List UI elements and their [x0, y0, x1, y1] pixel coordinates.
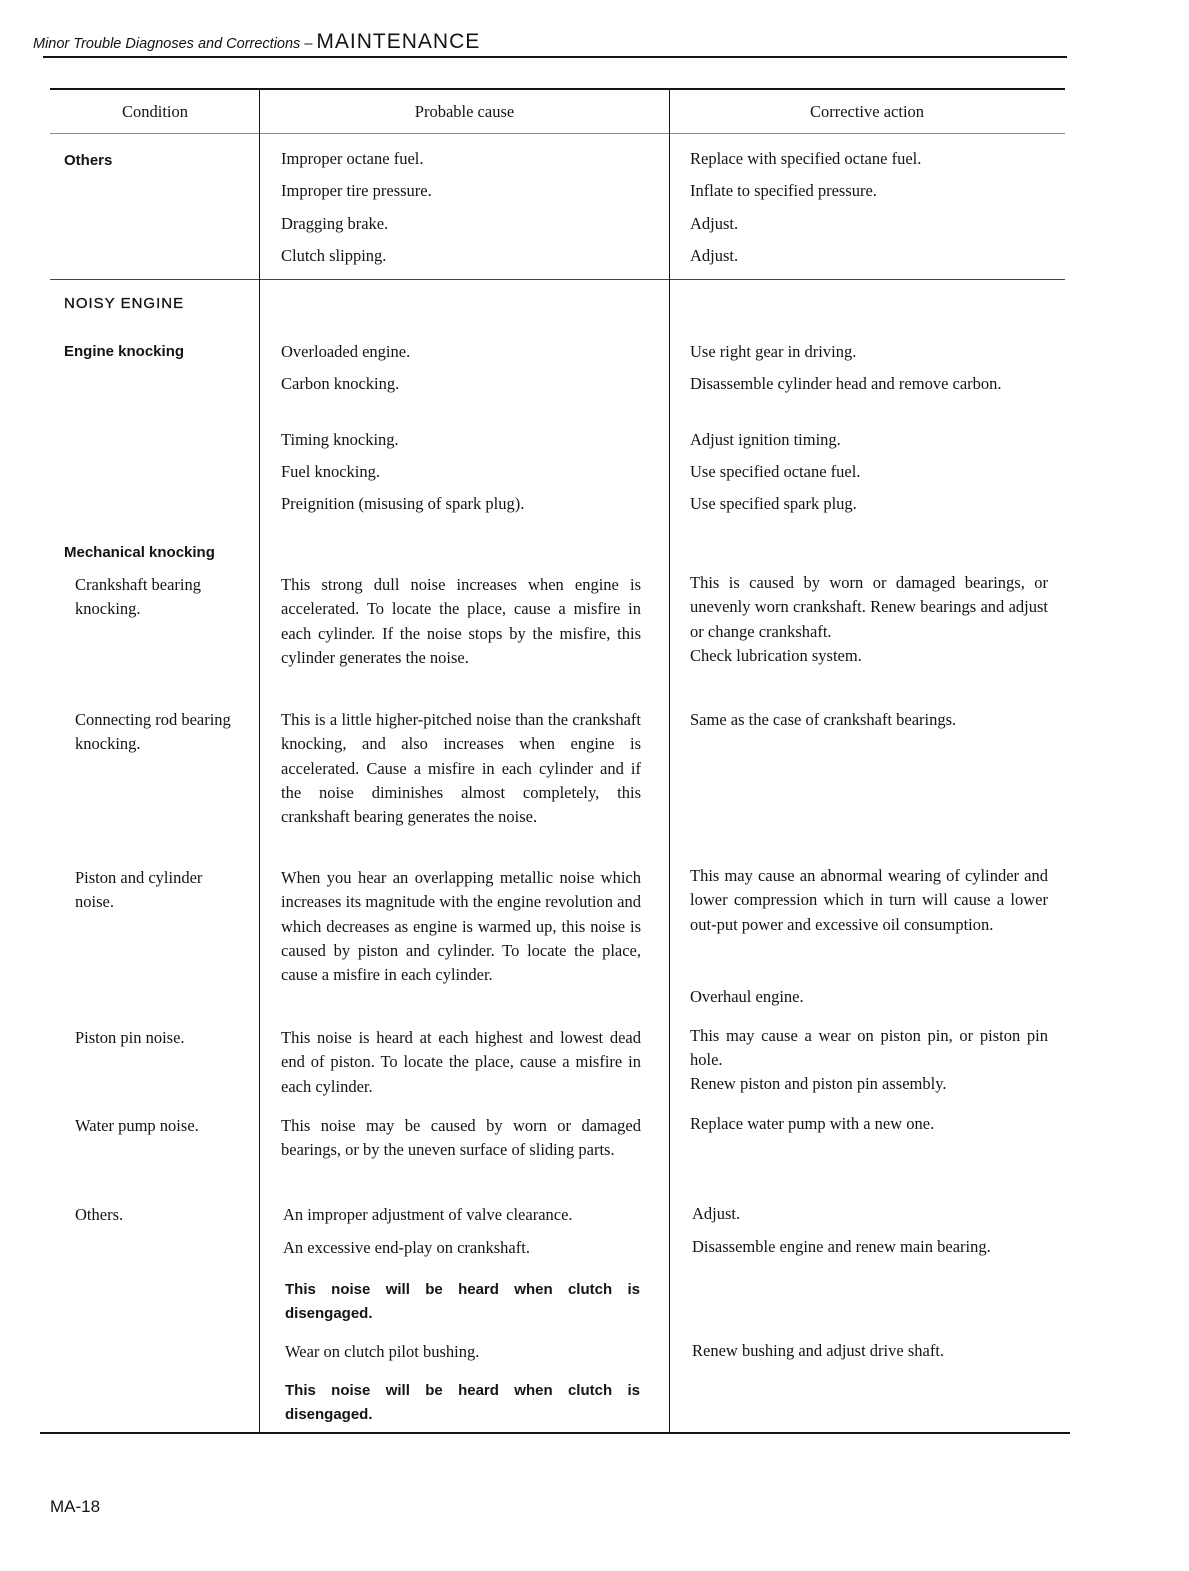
- action-piston-pin: This may cause a wear on piston pin, or piston pin hole.: [690, 1026, 1048, 1070]
- column-header-condition: Condition: [121, 102, 188, 121]
- condition-connecting-rod-bearing: Connecting rod bearing knocking.: [75, 710, 231, 754]
- action-item: Adjust.: [690, 214, 739, 233]
- cause-item: Wear on clutch pilot bushing.: [285, 1342, 480, 1361]
- action-piston-pin-secondary: Renew piston and piston pin assembly.: [690, 1074, 947, 1093]
- action-item: Use right gear in driving.: [690, 342, 857, 361]
- cause-item: An improper adjustment of valve clearance.: [283, 1205, 573, 1224]
- action-piston-cylinder-secondary: Overhaul engine.: [690, 987, 804, 1006]
- action-item: Use specified octane fuel.: [690, 462, 861, 481]
- condition-others: Others: [64, 152, 113, 169]
- cause-item: Preignition (misusing of spark plug).: [281, 494, 525, 513]
- header-title: MAINTENANCE: [316, 30, 481, 53]
- cause-item: Fuel knocking.: [281, 462, 380, 481]
- cause-connecting-rod-bearing: This is a little higher-pitched noise than the crankshaft knocking, and also increases when engine is accelerated. Cause a misfire in each cylinder and if the noise diminishes almost completely, this crankshaft bearing generates the noise.: [281, 710, 641, 827]
- cause-item: Timing knocking.: [281, 430, 399, 449]
- page-header: [33, 30, 480, 54]
- condition-crankshaft-bearing: Crankshaft bearing knocking.: [75, 575, 201, 619]
- condition-piston-cylinder: Piston and cylinder noise.: [75, 868, 203, 912]
- cause-item: Carbon knocking.: [281, 374, 400, 393]
- action-item: Adjust.: [692, 1204, 741, 1223]
- cause-item: Overloaded engine.: [281, 342, 411, 361]
- cause-item: Dragging brake.: [281, 214, 389, 233]
- action-item: Renew bushing and adjust drive shaft.: [692, 1341, 945, 1360]
- header-rule: [43, 56, 1067, 58]
- action-item: Disassemble engine and renew main bearing.: [692, 1237, 991, 1256]
- cause-piston-pin: This noise is heard at each highest and lowest dead end of piston. To locate the place, cause a misfire in each cylinder.: [281, 1028, 641, 1096]
- column-header-rule: [50, 133, 1065, 134]
- others-section-rule: [50, 279, 1065, 280]
- cause-note: This noise will be heard when clutch is disengaged.: [285, 1281, 640, 1322]
- action-item: Adjust ignition timing.: [690, 430, 841, 449]
- action-crankshaft-bearing-secondary: Check lubrication system.: [690, 646, 862, 665]
- table-bottom-rule: [40, 1432, 1070, 1434]
- column-divider-2: [669, 88, 670, 1433]
- action-water-pump: Replace water pump with a new one.: [690, 1114, 935, 1133]
- column-divider-1: [259, 88, 260, 1433]
- page-number: MA-18: [50, 1497, 101, 1516]
- cause-item: Improper octane fuel.: [281, 149, 424, 168]
- action-item: Disassemble cylinder head and remove carbon.: [690, 374, 1002, 393]
- action-piston-cylinder: This may cause an abnormal wearing of cylinder and lower compression which in turn will cause a lower out-put power and excessive oil consumption.: [690, 866, 1048, 934]
- cause-item: An excessive end-play on crankshaft.: [283, 1238, 530, 1257]
- action-item: Use specified spark plug.: [690, 494, 857, 513]
- action-crankshaft-bearing: This is caused by worn or damaged bearings, or unevenly worn crankshaft. Renew bearings and adjust or change crankshaft.: [690, 573, 1048, 641]
- cause-piston-cylinder: When you hear an overlapping metallic noise which increases its magnitude with the engine revolution and which decreases as engine is warmed up, this noise is caused by piston and cylinder. To locate the place, cause a misfire in each cylinder.: [281, 868, 641, 985]
- cause-item: Clutch slipping.: [281, 246, 387, 265]
- header-subtitle: Minor Trouble Diagnoses and Corrections –: [33, 36, 313, 52]
- table-top-rule: [50, 88, 1065, 90]
- action-connecting-rod-bearing: Same as the case of crankshaft bearings.: [690, 710, 957, 729]
- cause-note: This noise will be heard when clutch is disengaged.: [285, 1382, 640, 1423]
- cause-water-pump: This noise may be caused by worn or damaged bearings, or by the uneven surface of sliding parts.: [281, 1116, 641, 1160]
- condition-piston-pin: Piston pin noise.: [75, 1028, 185, 1047]
- action-item: Replace with specified octane fuel.: [690, 149, 922, 168]
- condition-others-noise: Others.: [75, 1205, 124, 1224]
- section-heading-noisy-engine: NOISY ENGINE: [64, 295, 185, 312]
- column-header-probable-cause: Probable cause: [414, 102, 515, 121]
- condition-mechanical-knocking: Mechanical knocking: [64, 544, 215, 561]
- condition-water-pump: Water pump noise.: [75, 1116, 199, 1135]
- column-header-corrective-action: Corrective action: [809, 102, 925, 121]
- condition-engine-knocking: Engine knocking: [64, 343, 185, 360]
- cause-crankshaft-bearing: This strong dull noise increases when engine is accelerated. To locate the place, cause a misfire in each cylinder. If the noise stops by the misfire, this cylinder generates the noise.: [281, 575, 641, 667]
- action-item: Inflate to specified pressure.: [690, 181, 877, 200]
- cause-item: Improper tire pressure.: [281, 181, 432, 200]
- action-item: Adjust.: [690, 246, 739, 265]
